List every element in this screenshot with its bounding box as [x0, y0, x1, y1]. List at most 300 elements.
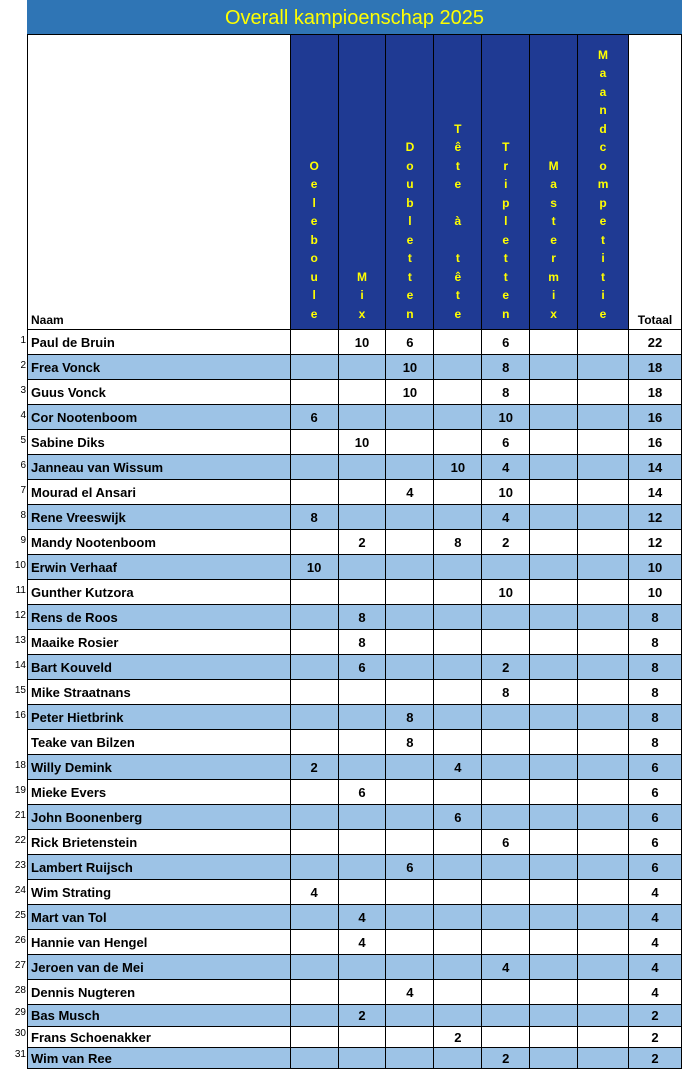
score-cell	[434, 780, 482, 805]
score-cell	[338, 705, 386, 730]
score-cell	[290, 705, 338, 730]
row-number: 31	[14, 1049, 26, 1060]
row-number: 3	[20, 385, 26, 396]
score-cell	[530, 780, 578, 805]
row-number: 25	[14, 910, 26, 921]
table-row	[28, 830, 682, 855]
total-cell: 6	[628, 830, 681, 855]
player-name: Frans Schoenakker	[28, 1027, 291, 1048]
score-cell: 10	[338, 330, 386, 355]
row-number: 6	[20, 460, 26, 471]
score-cell	[578, 480, 629, 505]
header-column-2	[386, 35, 434, 330]
header-column-5	[530, 35, 578, 330]
score-cell: 4	[338, 930, 386, 955]
score-cell	[530, 930, 578, 955]
score-cell	[482, 805, 530, 830]
score-cell	[434, 605, 482, 630]
table-row	[28, 955, 682, 980]
score-cell: 8	[482, 680, 530, 705]
score-cell	[290, 855, 338, 880]
total-cell: 4	[628, 980, 681, 1005]
score-cell	[290, 955, 338, 980]
score-cell	[290, 1005, 338, 1027]
score-cell	[530, 430, 578, 455]
header-column-3	[434, 35, 482, 330]
score-cell	[578, 955, 629, 980]
score-cell	[434, 580, 482, 605]
score-cell: 10	[290, 555, 338, 580]
score-cell: 6	[434, 805, 482, 830]
table-row	[28, 880, 682, 905]
total-cell: 18	[628, 380, 681, 405]
header-column-label: M a s t e r m i x	[548, 158, 559, 321]
score-cell	[482, 630, 530, 655]
score-cell: 2	[338, 1005, 386, 1027]
score-cell	[578, 980, 629, 1005]
score-cell	[290, 980, 338, 1005]
score-cell	[530, 480, 578, 505]
table-row	[28, 405, 682, 430]
score-cell	[338, 730, 386, 755]
table-row	[28, 655, 682, 680]
score-cell: 8	[482, 380, 530, 405]
table-row	[28, 430, 682, 455]
table-row	[28, 730, 682, 755]
total-cell: 16	[628, 405, 681, 430]
score-cell	[434, 880, 482, 905]
score-cell	[386, 655, 434, 680]
score-cell	[290, 580, 338, 605]
score-cell	[530, 680, 578, 705]
score-cell	[530, 555, 578, 580]
total-cell: 10	[628, 555, 681, 580]
score-cell	[578, 555, 629, 580]
score-cell	[338, 755, 386, 780]
score-cell	[338, 955, 386, 980]
score-cell	[434, 1048, 482, 1069]
score-cell: 2	[434, 1027, 482, 1048]
score-cell	[338, 380, 386, 405]
player-name: John Boonenberg	[28, 805, 291, 830]
score-cell	[530, 955, 578, 980]
score-cell	[434, 680, 482, 705]
player-name: Mandy Nootenboom	[28, 530, 291, 555]
player-name: Rens de Roos	[28, 605, 291, 630]
row-number: 2	[20, 360, 26, 371]
score-cell	[434, 330, 482, 355]
score-cell	[434, 730, 482, 755]
row-number: 1	[20, 335, 26, 346]
score-cell	[578, 580, 629, 605]
score-cell	[434, 1005, 482, 1027]
score-cell	[338, 505, 386, 530]
player-name: Guus Vonck	[28, 380, 291, 405]
score-cell: 8	[386, 730, 434, 755]
player-name: Rene Vreeswijk	[28, 505, 291, 530]
score-cell	[386, 780, 434, 805]
score-cell: 2	[482, 655, 530, 680]
score-cell: 8	[482, 355, 530, 380]
row-number: 29	[14, 1007, 26, 1018]
score-cell: 10	[482, 405, 530, 430]
score-cell	[386, 605, 434, 630]
header-column-label: T ê t e à t ê t e	[454, 121, 462, 321]
score-cell	[482, 1005, 530, 1027]
score-cell: 10	[482, 480, 530, 505]
total-cell: 6	[628, 780, 681, 805]
header-total: Totaal	[628, 35, 681, 330]
row-number: 12	[14, 610, 26, 621]
row-number: 26	[14, 935, 26, 946]
row-number: 18	[14, 760, 26, 771]
score-cell	[338, 830, 386, 855]
total-cell: 2	[628, 1048, 681, 1069]
row-number: 4	[20, 410, 26, 421]
score-cell	[386, 405, 434, 430]
score-cell	[482, 930, 530, 955]
row-number: 11	[15, 585, 26, 596]
score-cell	[530, 855, 578, 880]
score-cell	[290, 455, 338, 480]
row-number: 21	[14, 810, 26, 821]
table-row	[28, 380, 682, 405]
score-cell	[434, 630, 482, 655]
score-cell	[530, 380, 578, 405]
score-cell	[434, 855, 482, 880]
score-cell	[290, 380, 338, 405]
score-cell	[578, 1027, 629, 1048]
score-cell	[434, 980, 482, 1005]
score-cell	[578, 505, 629, 530]
score-cell	[338, 480, 386, 505]
header-column-label: M a a n d c o m p e t i t i e	[597, 47, 609, 321]
score-cell	[290, 330, 338, 355]
row-number: 9	[20, 535, 26, 546]
score-cell	[386, 580, 434, 605]
score-cell	[530, 330, 578, 355]
score-cell	[578, 905, 629, 930]
table-row	[28, 580, 682, 605]
score-cell	[530, 405, 578, 430]
score-cell	[482, 730, 530, 755]
score-cell	[290, 730, 338, 755]
score-cell	[530, 455, 578, 480]
score-cell	[338, 880, 386, 905]
score-cell	[386, 505, 434, 530]
total-cell: 2	[628, 1027, 681, 1048]
total-cell: 8	[628, 705, 681, 730]
total-cell: 12	[628, 530, 681, 555]
player-name: Bart Kouveld	[28, 655, 291, 680]
player-name: Rick Brietenstein	[28, 830, 291, 855]
table-row	[28, 530, 682, 555]
score-cell	[434, 955, 482, 980]
score-cell: 8	[434, 530, 482, 555]
score-cell	[530, 905, 578, 930]
score-cell	[578, 405, 629, 430]
score-cell: 10	[338, 430, 386, 455]
row-number: 8	[20, 510, 26, 521]
score-cell	[578, 330, 629, 355]
score-cell	[290, 605, 338, 630]
score-cell	[338, 855, 386, 880]
score-cell	[482, 755, 530, 780]
score-cell: 2	[482, 530, 530, 555]
score-cell	[578, 455, 629, 480]
score-cell	[290, 905, 338, 930]
row-number-gutter	[0, 0, 27, 1062]
player-name: Willy Demink	[28, 755, 291, 780]
score-cell: 6	[482, 830, 530, 855]
score-cell	[578, 805, 629, 830]
score-cell: 8	[386, 705, 434, 730]
score-cell	[434, 930, 482, 955]
score-cell	[386, 1005, 434, 1027]
score-cell	[530, 730, 578, 755]
header-column-6	[578, 35, 629, 330]
player-name: Mart van Tol	[28, 905, 291, 930]
player-name: Bas Musch	[28, 1005, 291, 1027]
score-cell	[578, 530, 629, 555]
score-cell: 2	[482, 1048, 530, 1069]
score-cell	[338, 680, 386, 705]
player-name: Sabine Diks	[28, 430, 291, 455]
score-cell: 6	[338, 780, 386, 805]
player-name: Hannie van Hengel	[28, 930, 291, 955]
header-column-0	[290, 35, 338, 330]
score-cell	[578, 355, 629, 380]
score-cell	[482, 780, 530, 805]
row-number: 13	[14, 635, 26, 646]
score-cell	[290, 655, 338, 680]
score-cell	[530, 980, 578, 1005]
score-cell	[530, 1048, 578, 1069]
score-cell: 10	[386, 355, 434, 380]
score-cell	[338, 980, 386, 1005]
player-name: Mike Straatnans	[28, 680, 291, 705]
score-cell: 10	[386, 380, 434, 405]
score-cell: 4	[482, 955, 530, 980]
total-cell: 4	[628, 955, 681, 980]
total-cell: 8	[628, 605, 681, 630]
player-name: Erwin Verhaaf	[28, 555, 291, 580]
table-row	[28, 930, 682, 955]
score-cell: 2	[338, 530, 386, 555]
score-cell	[386, 430, 434, 455]
row-number: 10	[14, 560, 26, 571]
player-name: Mourad el Ansari	[28, 480, 291, 505]
score-cell	[482, 880, 530, 905]
score-cell	[338, 405, 386, 430]
score-cell	[386, 880, 434, 905]
player-name: Mieke Evers	[28, 780, 291, 805]
score-cell	[434, 355, 482, 380]
score-cell	[434, 480, 482, 505]
score-cell	[386, 680, 434, 705]
score-cell	[386, 455, 434, 480]
score-cell: 4	[386, 480, 434, 505]
score-cell	[386, 955, 434, 980]
score-cell: 6	[338, 655, 386, 680]
table-row	[28, 630, 682, 655]
score-cell	[578, 680, 629, 705]
score-cell	[578, 705, 629, 730]
row-number: 28	[14, 985, 26, 996]
score-cell	[530, 830, 578, 855]
table-row	[28, 905, 682, 930]
score-cell	[386, 1048, 434, 1069]
score-cell	[434, 555, 482, 580]
row-number: 30	[14, 1028, 26, 1039]
score-cell: 4	[434, 755, 482, 780]
score-cell	[482, 1027, 530, 1048]
score-cell	[338, 580, 386, 605]
header-column-label: T r i p l e t t e n	[502, 140, 510, 321]
score-cell	[578, 630, 629, 655]
score-cell	[578, 880, 629, 905]
total-cell: 8	[628, 655, 681, 680]
score-cell	[482, 605, 530, 630]
score-cell: 4	[290, 880, 338, 905]
score-cell	[434, 405, 482, 430]
table-row	[28, 780, 682, 805]
score-cell: 6	[386, 330, 434, 355]
score-cell	[290, 780, 338, 805]
row-number: 14	[14, 660, 26, 671]
score-cell	[530, 505, 578, 530]
total-cell: 4	[628, 905, 681, 930]
table-row	[28, 330, 682, 355]
score-cell	[386, 805, 434, 830]
header-column-1	[338, 35, 386, 330]
table-row	[28, 705, 682, 730]
score-cell	[386, 905, 434, 930]
score-cell	[434, 905, 482, 930]
total-cell: 14	[628, 455, 681, 480]
header-column-4	[482, 35, 530, 330]
score-cell	[338, 455, 386, 480]
total-cell: 10	[628, 580, 681, 605]
header-row	[28, 35, 682, 330]
score-cell	[482, 905, 530, 930]
score-cell	[530, 580, 578, 605]
header-column-label: D o u b l e t t e n	[405, 140, 415, 321]
row-number: 22	[14, 835, 26, 846]
score-cell: 8	[338, 605, 386, 630]
player-name: Peter Hietbrink	[28, 705, 291, 730]
score-cell	[530, 1005, 578, 1027]
player-name: Janneau van Wissum	[28, 455, 291, 480]
score-cell	[530, 355, 578, 380]
score-cell	[578, 830, 629, 855]
total-cell: 6	[628, 755, 681, 780]
header-column-label: O e l e b o u l e	[309, 158, 319, 321]
score-cell	[434, 505, 482, 530]
total-cell: 4	[628, 880, 681, 905]
row-number: 19	[14, 785, 26, 796]
score-cell	[530, 880, 578, 905]
player-name: Maaike Rosier	[28, 630, 291, 655]
score-cell	[434, 380, 482, 405]
table-row	[28, 755, 682, 780]
total-cell: 16	[628, 430, 681, 455]
score-cell	[386, 630, 434, 655]
score-cell	[578, 380, 629, 405]
score-cell	[290, 530, 338, 555]
score-cell	[338, 555, 386, 580]
player-name: Jeroen van de Mei	[28, 955, 291, 980]
score-cell: 4	[386, 980, 434, 1005]
score-cell	[434, 430, 482, 455]
score-cell	[386, 555, 434, 580]
score-cell	[578, 1048, 629, 1069]
score-cell: 10	[434, 455, 482, 480]
table-row	[28, 455, 682, 480]
table-row	[28, 1048, 682, 1069]
score-cell: 6	[482, 330, 530, 355]
score-cell	[338, 355, 386, 380]
player-name: Wim Strating	[28, 880, 291, 905]
score-cell: 6	[482, 430, 530, 455]
total-cell: 6	[628, 805, 681, 830]
total-cell: 8	[628, 680, 681, 705]
score-cell	[290, 430, 338, 455]
score-cell	[386, 1027, 434, 1048]
score-cell	[578, 655, 629, 680]
score-cell	[530, 655, 578, 680]
score-cell: 10	[482, 580, 530, 605]
row-number: 5	[20, 435, 26, 446]
score-cell	[434, 655, 482, 680]
table-row	[28, 680, 682, 705]
score-cell	[290, 1048, 338, 1069]
score-cell	[482, 705, 530, 730]
player-name: Gunther Kutzora	[28, 580, 291, 605]
score-cell	[482, 855, 530, 880]
score-cell	[338, 1048, 386, 1069]
total-cell: 18	[628, 355, 681, 380]
score-cell	[290, 1027, 338, 1048]
total-cell: 8	[628, 730, 681, 755]
total-cell: 22	[628, 330, 681, 355]
score-cell	[530, 705, 578, 730]
table-row	[28, 555, 682, 580]
score-cell	[434, 830, 482, 855]
row-number: 16	[14, 710, 26, 721]
table-row	[28, 505, 682, 530]
score-cell	[578, 930, 629, 955]
table-row	[28, 805, 682, 830]
score-cell	[578, 730, 629, 755]
score-cell	[290, 630, 338, 655]
player-name: Wim van Ree	[28, 1048, 291, 1069]
header-name: Naam	[28, 35, 291, 330]
player-name: Lambert Ruijsch	[28, 855, 291, 880]
row-number: 24	[14, 885, 26, 896]
score-cell	[386, 830, 434, 855]
player-name: Teake van Bilzen	[28, 730, 291, 755]
score-cell	[578, 1005, 629, 1027]
total-cell: 14	[628, 480, 681, 505]
row-number: 15	[14, 685, 26, 696]
score-cell	[386, 530, 434, 555]
score-cell	[578, 780, 629, 805]
row-number: 7	[20, 485, 26, 496]
score-cell: 4	[482, 455, 530, 480]
table-row	[28, 855, 682, 880]
score-cell: 4	[338, 905, 386, 930]
